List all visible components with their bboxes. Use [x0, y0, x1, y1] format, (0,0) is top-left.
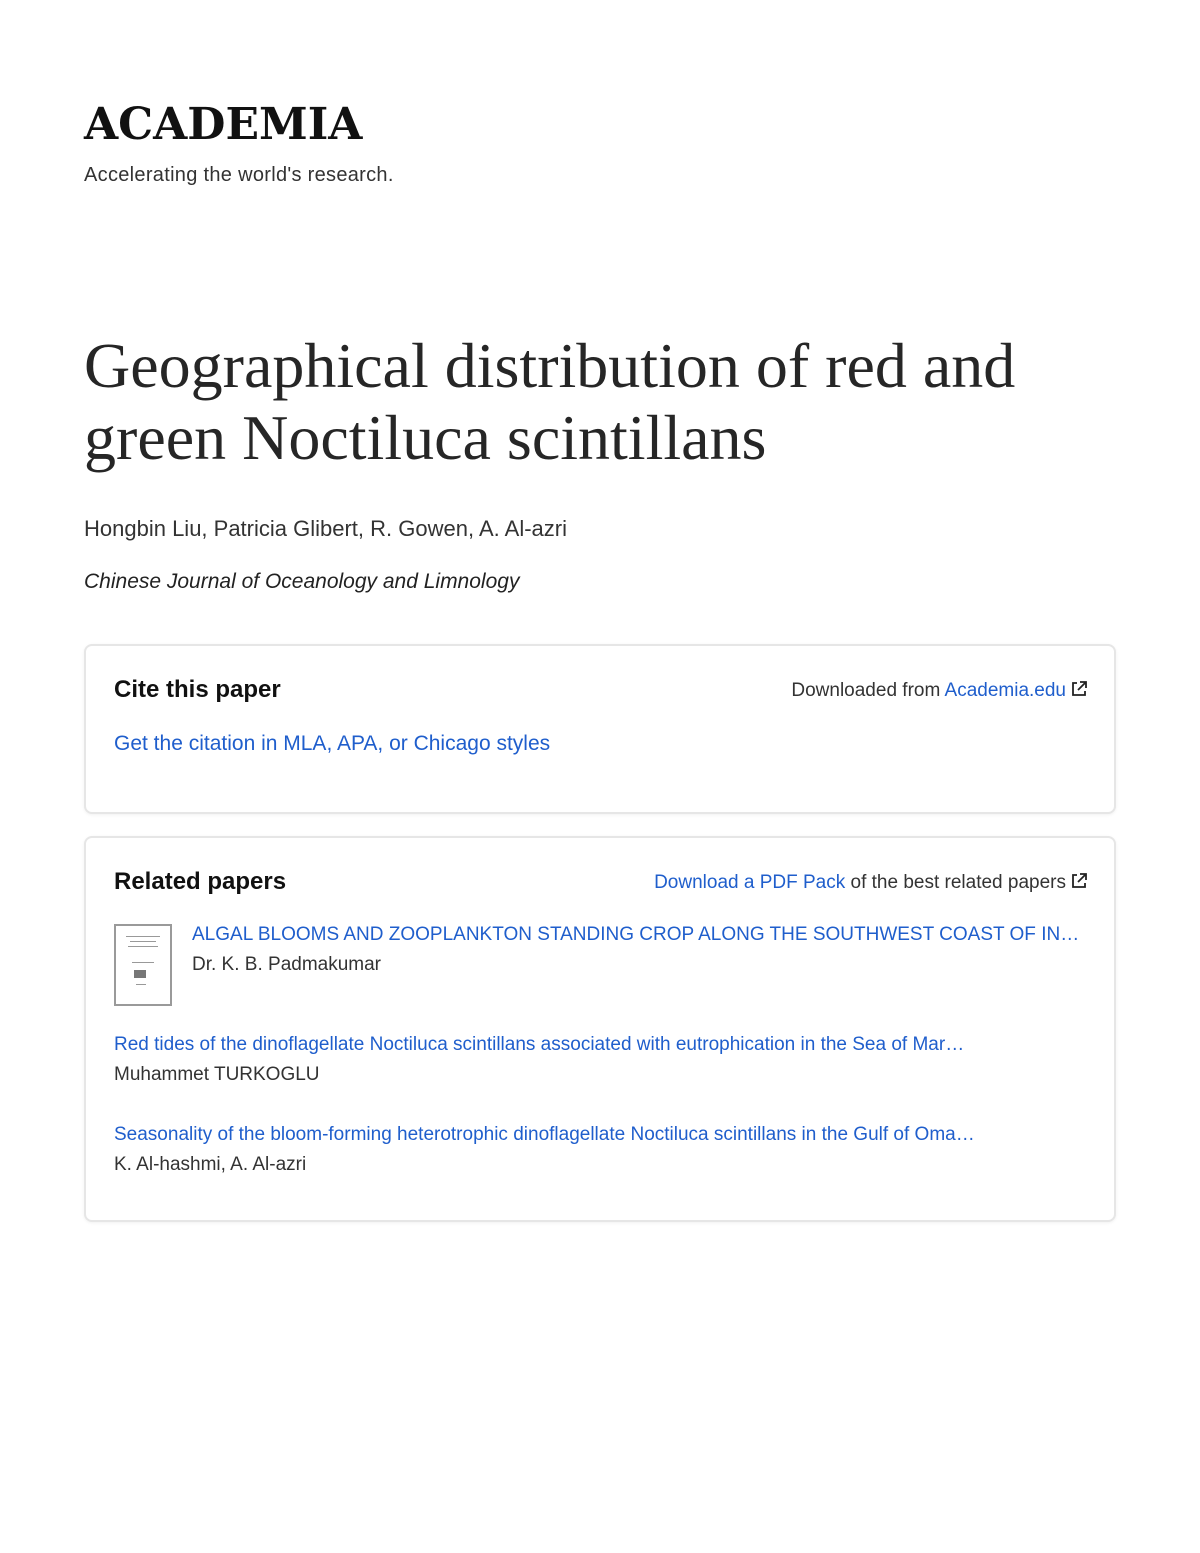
related-item: [114, 1124, 1086, 1176]
related-item-title[interactable]: Red tides of the dinoflagellate Noctiluca scintillans associated with eutrophication in the Sea of Mar…: [114, 1034, 965, 1055]
related-item-authors: K. Al-hashmi, A. Al-azri: [114, 1154, 307, 1175]
tagline: Accelerating the world's research.: [84, 164, 394, 186]
external-link-icon[interactable]: [1070, 680, 1088, 698]
paper-journal: Chinese Journal of Oceanology and Limnology: [84, 570, 520, 593]
cite-heading: Cite this paper: [114, 676, 281, 703]
related-item-title[interactable]: ALGAL BLOOMS AND ZOOPLANKTON STANDING CROP ALONG THE SOUTHWEST COAST OF IN…: [192, 924, 1080, 945]
paper-thumbnail[interactable]: [114, 924, 172, 1006]
related-item: [114, 1034, 1086, 1086]
related-item-authors: Muhammet TURKOGLU: [114, 1064, 320, 1085]
downloaded-from: [791, 680, 1088, 702]
pdf-pack-suffix: of the best related papers: [845, 872, 1066, 893]
related-item-title[interactable]: Seasonality of the bloom-forming heterotrophic dinoflagellate Noctiluca scintillans in the Gulf of Oma…: [114, 1124, 975, 1145]
external-link-icon[interactable]: [1070, 872, 1088, 890]
downloaded-prefix: Downloaded from: [791, 680, 945, 701]
paper-authors: Hongbin Liu, Patricia Glibert, R. Gowen, A. Al-azri: [84, 516, 567, 541]
related-item-authors: Dr. K. B. Padmakumar: [192, 954, 382, 975]
related-papers-card: [84, 836, 1116, 1222]
academia-edu-link[interactable]: Academia.edu: [944, 680, 1066, 701]
paper-title: Geographical distribution of red and green Noctiluca scintillans: [84, 330, 1016, 473]
academia-logo[interactable]: ACADEMIA: [84, 99, 363, 150]
get-citation-link[interactable]: Get the citation in MLA, APA, or Chicago styles: [114, 732, 551, 755]
related-heading: Related papers: [114, 868, 287, 895]
cite-card: [84, 644, 1116, 814]
download-pdf-pack-link[interactable]: Download a PDF Pack: [654, 872, 846, 893]
pdf-pack: [654, 872, 1088, 894]
